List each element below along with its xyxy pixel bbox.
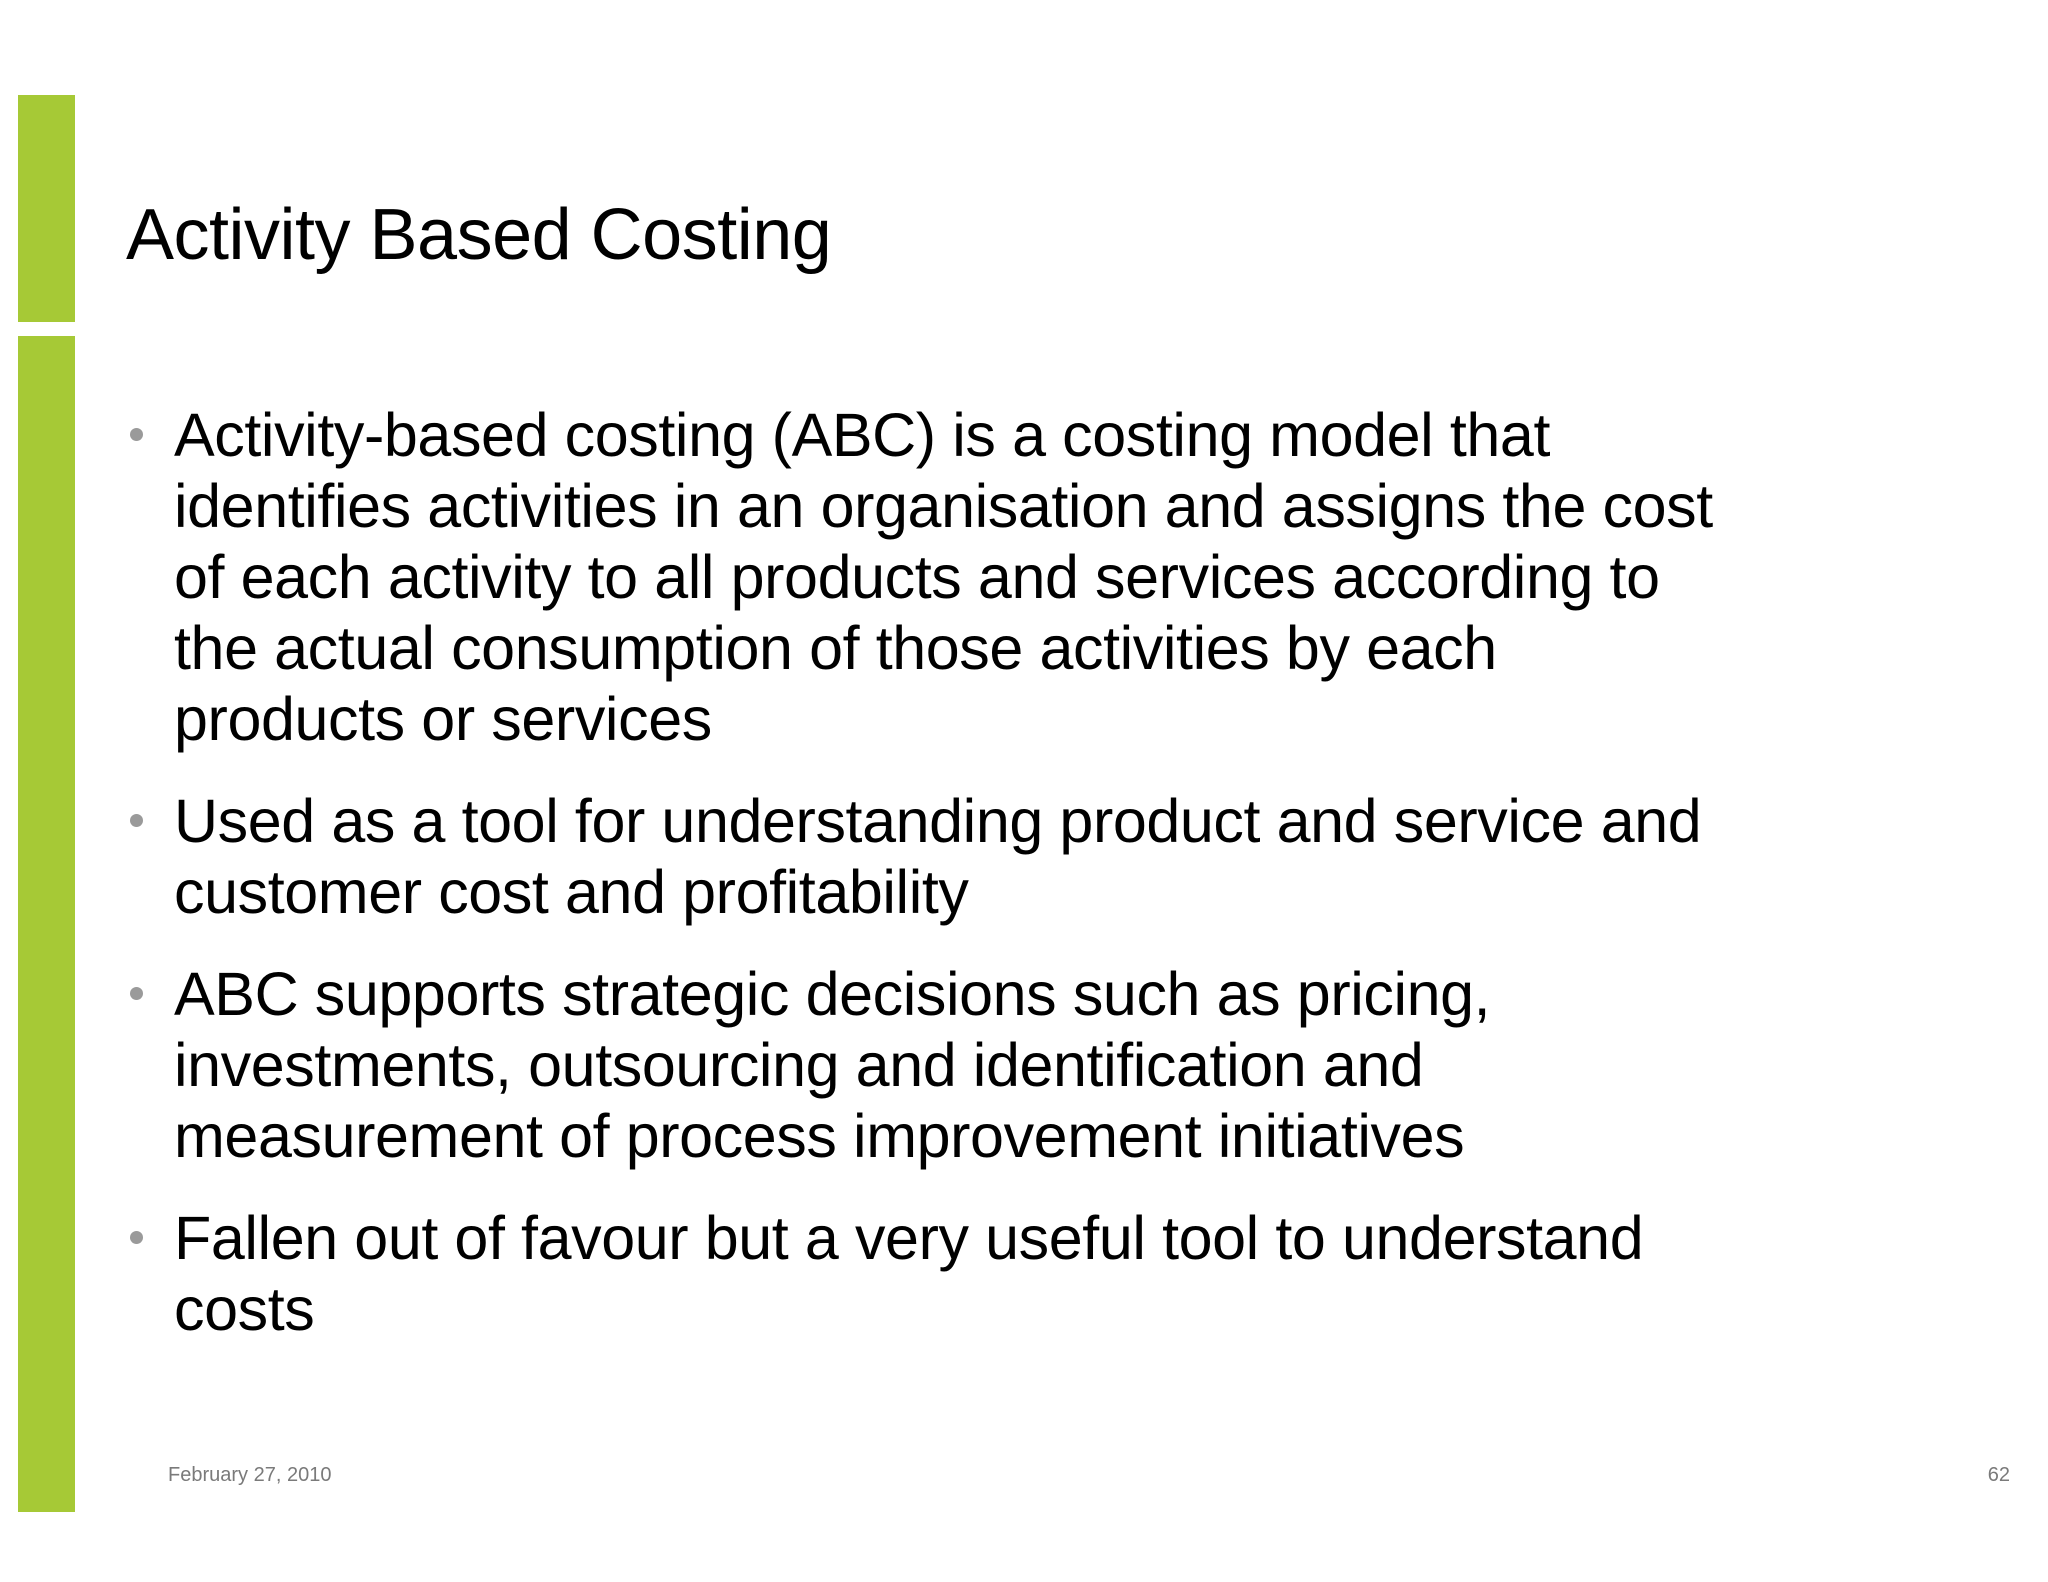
bullet-icon: [130, 1231, 143, 1244]
bullet-icon: [130, 814, 143, 827]
bullet-item: [126, 400, 1926, 755]
accent-bar-bottom: [18, 336, 75, 1512]
bullet-text: Used as a tool for understanding product and service and customer cost and profitability: [174, 787, 1702, 926]
footer-date: February 27, 2010: [168, 1464, 332, 1486]
bullet-item: [126, 1203, 1926, 1345]
slide-title: Activity Based Costing: [126, 195, 832, 275]
bullet-text: ABC supports strategic decisions such as pricing, investments, outsourcing and identification and measurement of process improvement initiatives: [174, 960, 1491, 1170]
bullet-text: Fallen out of favour but a very useful tool to understand costs: [174, 1204, 1644, 1343]
bullet-item: [126, 959, 1926, 1172]
bullet-icon: [130, 987, 143, 1000]
bullet-list: [126, 400, 1926, 1376]
bullet-item: [126, 786, 1926, 928]
bullet-text: Activity-based costing (ABC) is a costing model that identifies activities in an organisation and assigns the cost of each activity to all products and services according to the actual consumption of those activities by each products or services: [174, 401, 1713, 753]
accent-bar-top: [18, 95, 75, 322]
bullet-icon: [130, 428, 143, 441]
page-number: 62: [1987, 1464, 2010, 1486]
